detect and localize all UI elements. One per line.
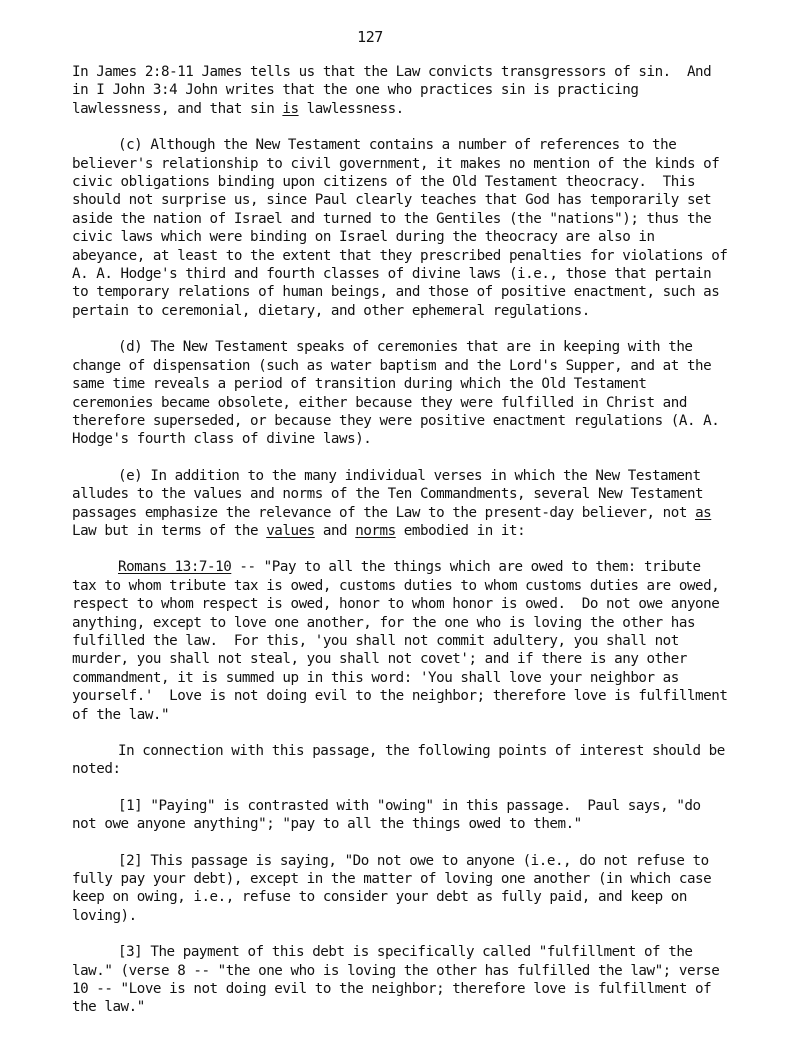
page-number: 127 [357, 28, 383, 46]
emphasis-values: values [266, 522, 315, 539]
paragraph-connection: In connection with this passage, the following points of interest should be noted: [72, 743, 733, 778]
point-3: [3] The payment of this debt is specifically called "fulfillment of the law." (verse 8 -- "the one who is loving the other has fulfilled the law"; verse 10 -- "Love is not doing evil to the neighbor; therefore love is fulfillment of the law." [72, 944, 728, 1016]
point-2: [2] This passage is saying, "Do not owe to anyone (i.e., do not refuse to fully pay your debt), except in the matter of loving one another (in which case keep on owing, i.e., refuse to consider your debt as fully paid, and keep on loving). [72, 852, 720, 924]
paragraph-romans-quote: Romans 13:7-10 -- "Pay to all the things which are owed to them: tribute tax to whom tribute tax is owed, customs duties to whom customs duties are owed, respect to whom respect is owed, honor to whom honor is owed. Do not owe anyone anything, except to love one another, for the one who is loving the other has fulfilled the law. For this, 'you shall not commit adultery, you shall not murder, you shall not steal, you shall not covet'; and if there is any other commandment, it is summed up in this word: 'You shall love your neighbor as yourself.' Love is not doing evil to the neighbor; therefore love is fulfillment of the law." [72, 559, 736, 723]
paragraph-e: (e) In addition to the many individual verses in which the New Testament alludes to the values and norms of the Ten Commandments, several New Testament passages emphasize the relevance of the Law to the present-day believer, not as Law but in terms of the values and norms embodied in it: [72, 467, 720, 539]
point-1: [1] "Paying" is contrasted with "owing" in this passage. Paul says, "do not owe anyone anything"; "pay to all the things owed to them." [72, 797, 709, 833]
paragraph-c: (c) Although the New Testament contains a number of references to the believer's relationship to civil government, it makes no mention of the kinds of civic obligations binding upon citizens of the Old Testament theocracy. This should not surprise us, since Paul clearly teaches that God has temporarily set aside the nation of Israel and turned to the Gentiles (the "nations"); thus the civic laws which were binding on Israel during the theocracy are also in abeyance, at least to the extent that they prescribed penalties for violations of A. A. Hodge's third and fourth classes of divine laws (i.e., those that pertain to temporary relations of human beings, and those of positive enactment, such as pertain to ceremonial, dietary, and other ephemeral regulations. [72, 137, 736, 319]
paragraph-d: (d) The New Testament speaks of ceremonies that are in keeping with the change of dispensation (such as water baptism and the Lord's Supper, and at the same time reveals a period of transition during which the Old Testament ceremonies became obsolete, either because they were fulfilled in Christ and therefore superseded, or because they were positive enactment regulations (A. A. Hodge's fourth class of divine laws). [72, 339, 728, 448]
emphasis-norms: norms [355, 522, 396, 539]
document-body [72, 63, 736, 1017]
scripture-reference: Romans 13:7-10 [118, 559, 232, 576]
paragraph-intro: In James 2:8-11 James tells us that the Law convicts transgressors of sin. And in I John 3:4 John writes that the one who practices sin is practicing lawlessness, and that sin is lawlessness. [72, 64, 720, 117]
emphasis-is: is [282, 100, 299, 117]
emphasis-as: as [695, 504, 712, 521]
